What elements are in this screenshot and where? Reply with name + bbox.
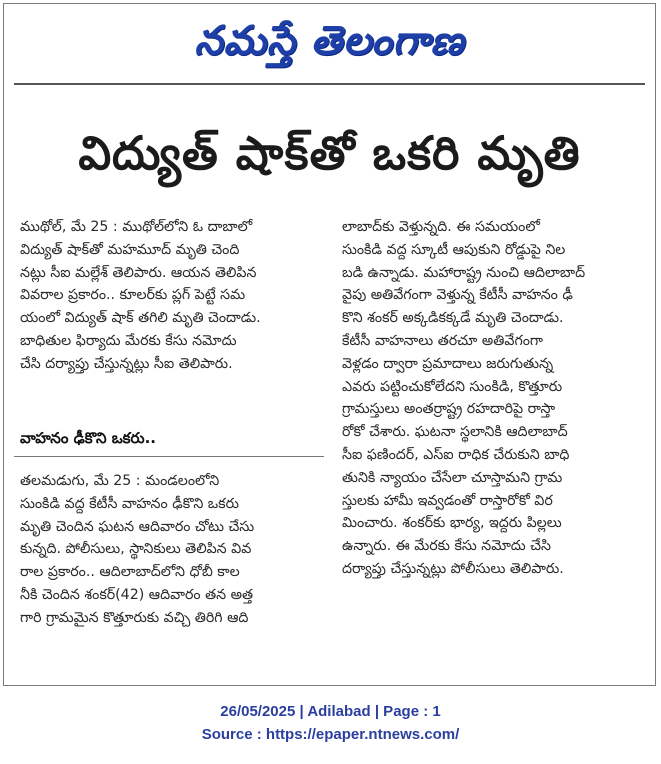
story-line: విద్యుత్ షాక్‌తో మహమూద్ మృతి చెంది bbox=[20, 241, 240, 258]
article-headline: విద్యుత్ షాక్‌తో ఒకరి మృతి bbox=[78, 126, 581, 180]
story-line: ఎవరు పట్టించుకోలేదని సుంకిడి, కొత్తూరు bbox=[342, 378, 563, 395]
story-line: దర్యాప్తు చేస్తున్నట్లు పోలీసులు తెలిపారు. bbox=[342, 560, 564, 577]
story-line: స్తులకు హామీ ఇవ్వడంతో రాస్తారోకో విర bbox=[342, 492, 553, 509]
story-line: కేటీసీ వాహనాలు తరచూ అతివేగంగా bbox=[342, 332, 543, 349]
story-line: వెళ్లడం ద్వారా ప్రమాదాలు జరుగుతున్న bbox=[342, 355, 554, 372]
story-line: చేసి దర్యాప్తు చేస్తున్నట్లు సీఐ తెలిపారు. bbox=[20, 355, 233, 372]
story-line: గారి గ్రామమైన కొత్తూరుకు వచ్చి తిరిగి ఆది bbox=[20, 609, 249, 626]
story-line: ఉన్నారు. ఈ మేరకు కేసు నమోదు చేసి bbox=[342, 538, 551, 555]
story-line: తునికి న్యాయం చేసేలా చూస్తామని గ్రామ bbox=[342, 469, 563, 486]
subheading-divider bbox=[14, 456, 324, 457]
story-line: కున్నది. పోలీసులు, స్థానికులు తెలిపిన వివ bbox=[20, 541, 252, 558]
story-line: వివరాల ప్రకారం.. కూలర్‌కు ప్లగ్ పెట్టే సమ bbox=[20, 287, 246, 304]
story1-column bbox=[20, 216, 320, 376]
story-line: సుంకిడి వద్ద కేటీసీ వాహనం ఢీకొని ఒకరు bbox=[20, 495, 239, 512]
story-line: కొని శంకర్ అక్కడికక్కడే మృతి చెందాడు. bbox=[342, 310, 564, 327]
story-line: బాధితుల ఫిర్యాదు మేరకు కేసు నమోదు bbox=[20, 332, 237, 349]
story-line: నీకి చెందిన శంకర్(42) ఆదివారం తన అత్త bbox=[20, 586, 254, 603]
story-line: రోకో చేశారు. ఘటనా స్థలానికి ఆదిలాబాద్ bbox=[342, 424, 568, 441]
source-url: Source : https://epaper.ntnews.com/ bbox=[201, 726, 460, 743]
story-line: తలమడుగు, మే 25 : మండలంలోని bbox=[20, 473, 220, 489]
story-line: లాబాద్‌కు వెళ్తున్నది. ఈ సమయంలో bbox=[342, 219, 540, 235]
masthead-title: నమస్తే తెలంగాణ bbox=[194, 17, 465, 64]
masthead bbox=[4, 10, 655, 72]
story-line: రాల ప్రకారం.. ఆదిలాబాద్‌లోని ధోబీ కాల bbox=[20, 564, 240, 581]
story2-left-column bbox=[20, 470, 320, 630]
story-line: సుంకిడి వద్ద స్కూటీ ఆపుకుని రోడ్డుపై నిల bbox=[342, 241, 566, 258]
story-line: గ్రామస్తులు అంతర్రాష్ట్ర రహదారిపై రాస్తా bbox=[342, 401, 556, 418]
edition-info: 26/05/2025 | Adilabad | Page : 1 bbox=[220, 703, 441, 720]
story-line: ముథోల్, మే 25 : ముథోల్‌లోని ఓ దాబాలో bbox=[20, 219, 253, 235]
masthead-divider bbox=[14, 83, 645, 85]
story-line: నట్లు సీఐ మల్లేశ్ తెలిపారు. ఆయన తెలిపిన bbox=[20, 264, 257, 281]
story-line: యంలో విద్యుత్ షాక్ తగిలి మృతి చెందాడు. bbox=[20, 310, 261, 327]
story-line: వైపు అతివేగంగా వెళ్తున్న కేటీసీ వాహనం ఢీ bbox=[342, 287, 573, 304]
story-line: మించారు. శంకర్‌కు భార్య, ఇద్దరు పిల్లలు bbox=[342, 515, 562, 532]
story-line: సీఐ ఫణిందర్, ఎస్ఐ రాధిక చేరుకుని బాధి bbox=[342, 446, 570, 463]
story2-subheading: వాహనం ఢీకొని ఒకరు.. bbox=[20, 429, 156, 447]
story2-right-column bbox=[342, 216, 640, 581]
story-line: బడి ఉన్నాడు. మహారాష్ట్ర నుంచి ఆదిలాబాద్ bbox=[342, 264, 586, 281]
story-line: మృతి చెందిన ఘటన ఆదివారం చోటు చేసు bbox=[20, 518, 255, 535]
